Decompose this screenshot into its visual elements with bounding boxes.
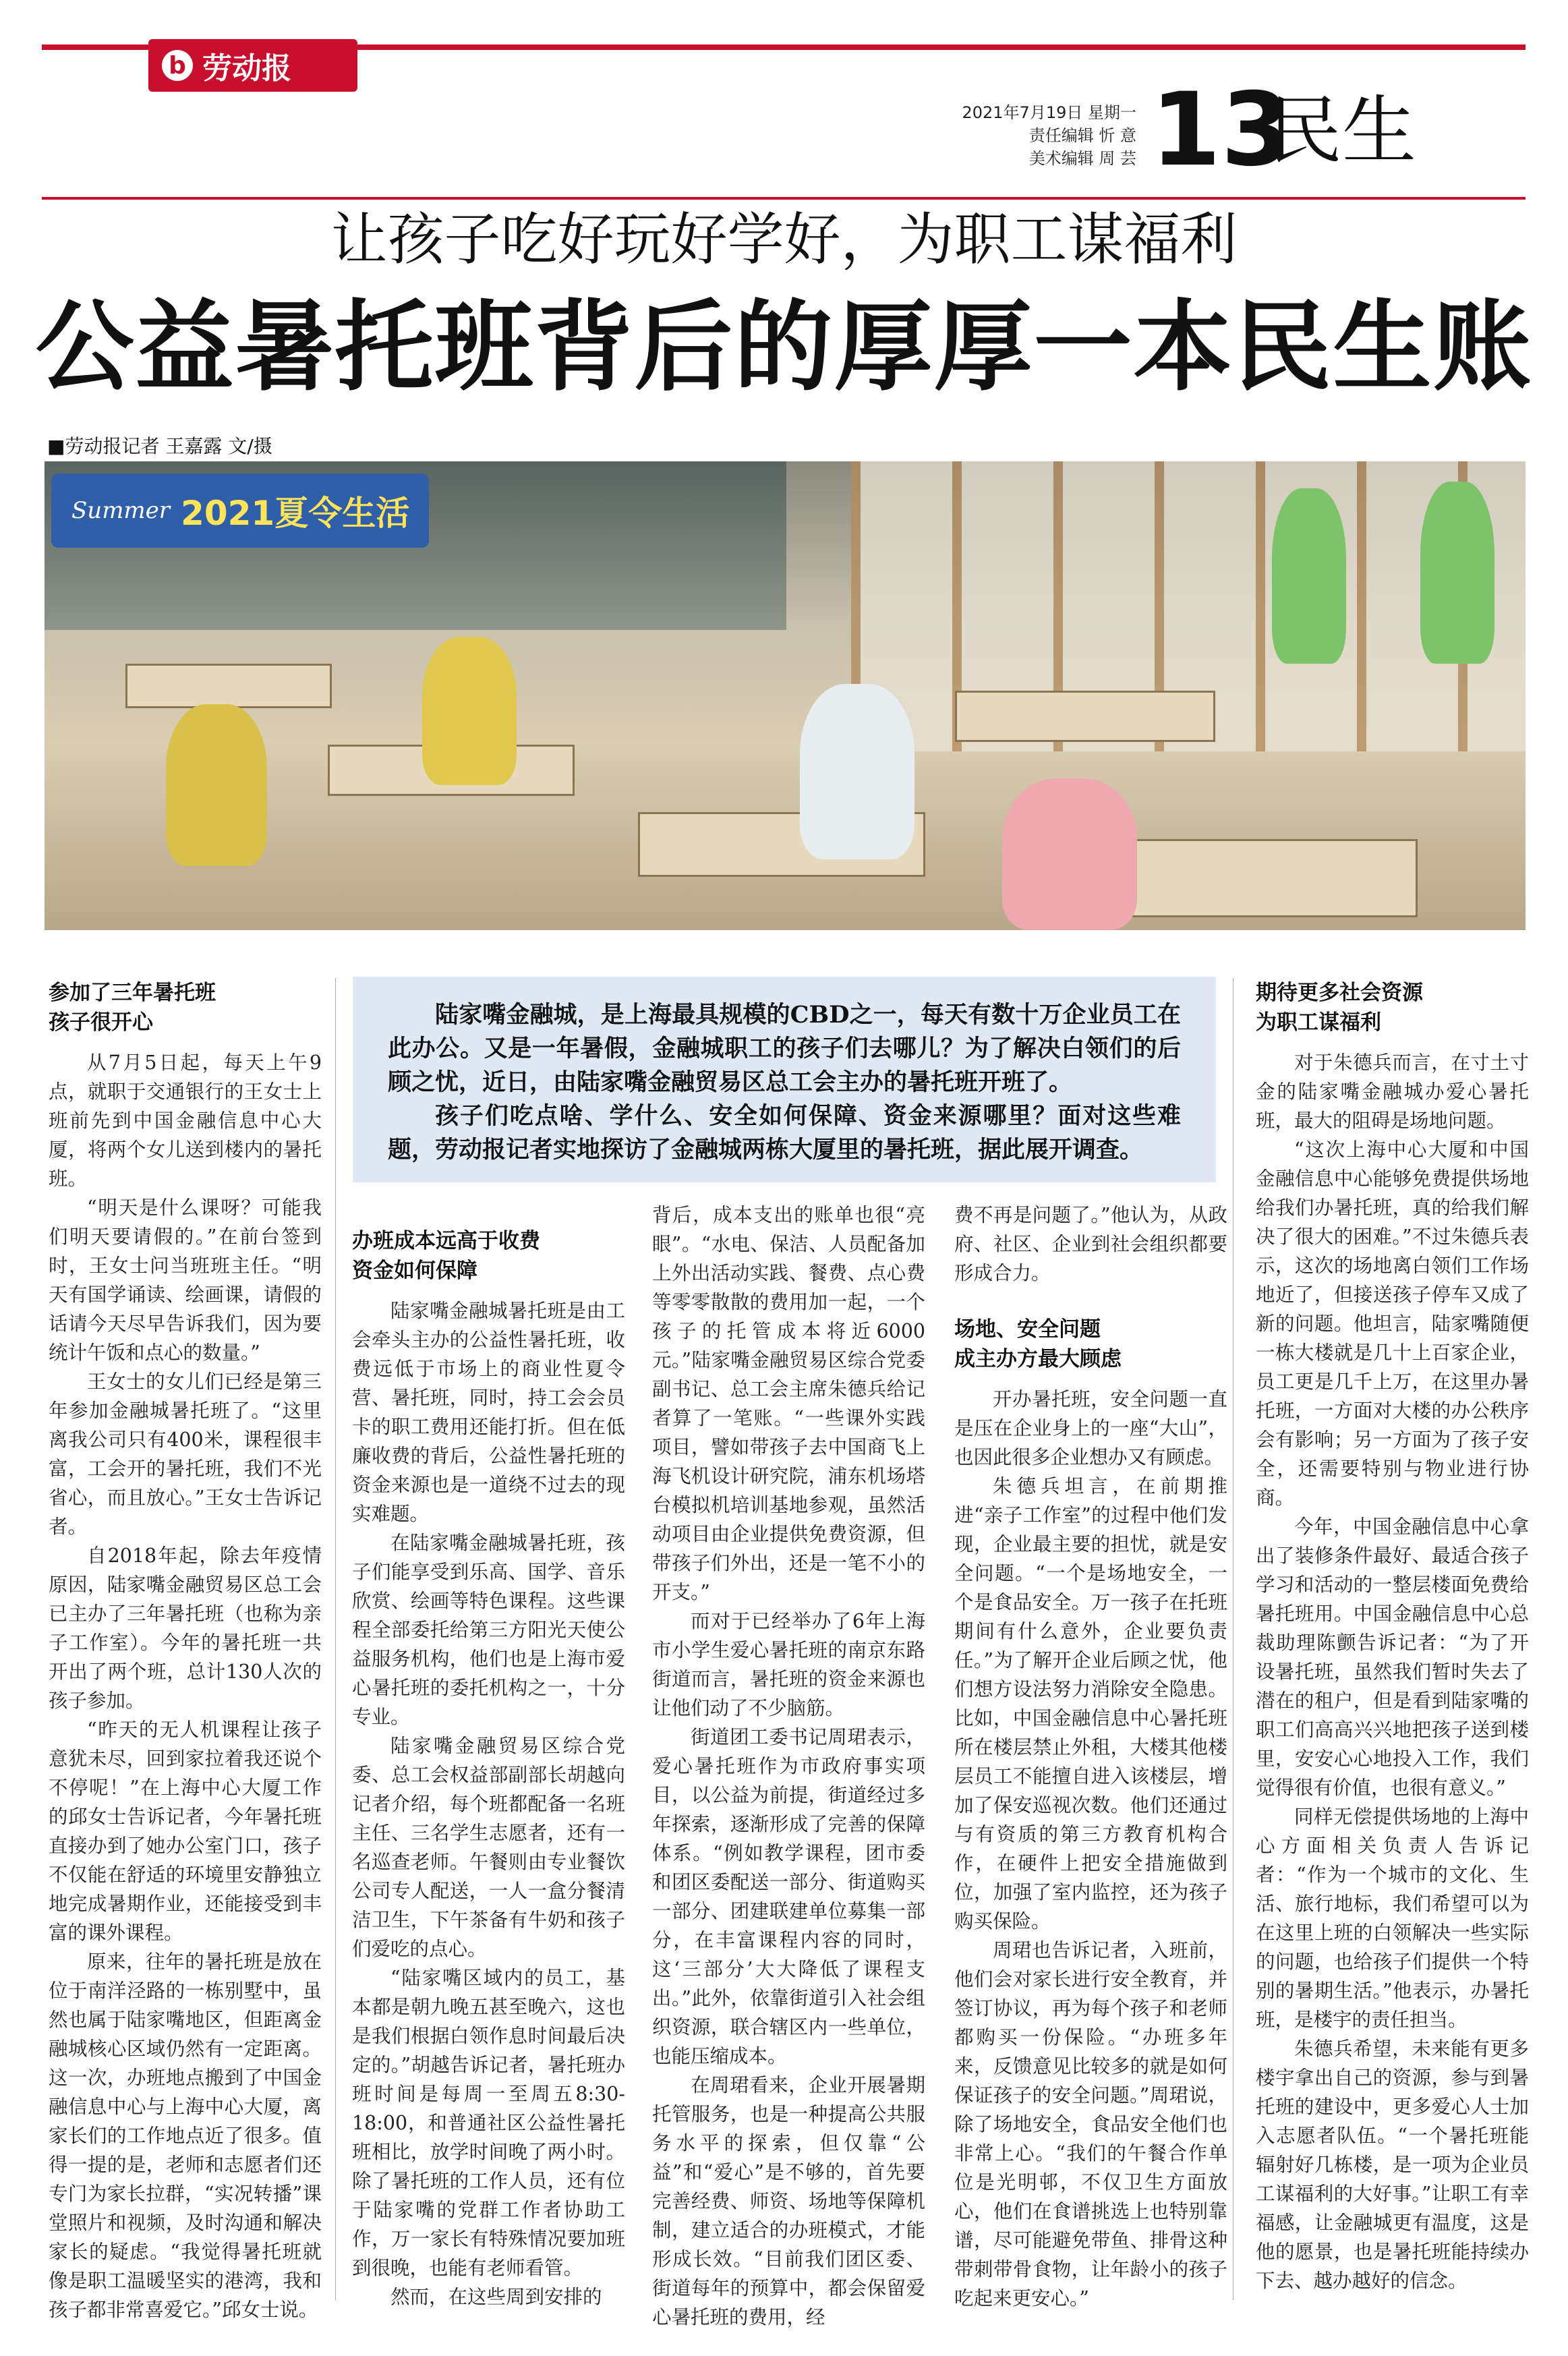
col3-paragraph: 在周珺看来，企业开展暑期托管服务，也是一种提高公共服务水平的探索，但仅靠“公益”和“爱心”是不够的，首先要完善经费、师资、场地等保障机制，建立适合的办班模式，才能形成长效。“目前我们团区委、街道每年的预算中，都会保留爱心暑托班的费用，经	[652, 2074, 925, 2328]
intro-paragraph: 孩子们吃点啥、学什么、安全如何保障、资金来源哪里？面对这些难题，劳动报记者实地探访了金融城两栋大厦里的暑托班，据此展开调查。	[388, 1102, 1181, 1163]
col2-paragraph: 在陆家嘴金融城暑托班，孩子们能享受到乐高、国学、音乐欣赏、绘画等特色课程。这些课程全部委托给第三方阳光天使公益服务机构，他们也是上海市爱心暑托班的委托机构之一，十分专业。	[352, 1532, 625, 1728]
col5-paragraph: 对于朱德兵而言，在寸土寸金的陆家嘴金融城办爱心暑托班，最大的阻碍是场地问题。	[1256, 1052, 1529, 1132]
col5-paragraph: 朱德兵希望，未来能有更多楼宇拿出自己的资源，参与到暑托班的建设中，更多爱心人士加入志愿者队伍。“一个暑托班能辐射好几栋楼，是一项为企业员工谋福利的大好事。”让职工有幸福感，让金融城更有温度，这是他的愿景，也是暑托班能持续办下去、越办越好的信念。	[1256, 2038, 1529, 2292]
col3-paragraph: 而对于已经举办了6年上海市小学生爱心暑托班的南京东路街道而言，暑托班的资金来源也让他们动了不少脑筋。	[652, 1610, 925, 1719]
col4-paragraph: 朱德兵坦言，在前期推进“亲子工作室”的过程中他们发现，企业最主要的担忧，就是安全问题。“一个是场地安全，一个是食品安全。万一孩子在托班期间有什么意外，企业要负责任。”为了解开企业后顾之忧，他们想方设法努力消除安全隐患。比如，中国金融信息中心暑托班所在楼层禁止外租，大楼其他楼层员工不能擅自进入该楼层，增加了保安巡视次数。他们还通过与有资质的第三方教育机构合作，在硬件上把安全措施做到位，加强了室内监控，还为孩子购买保险。	[954, 1475, 1227, 1932]
col5-paragraph: 同样无偿提供场地的上海中心方面相关负责人告诉记者：“作为一个城市的文化、生活、旅行地标，我们希望可以为在这里上班的白领解决一些实际的问题，也给孩子们提供一个特别的暑期生活。”他表示，办暑托班，是楼宇的责任担当。	[1256, 1806, 1529, 2031]
col1-paragraph: 王女士的女儿们已经是第三年参加金融城暑托班了。“这里离我公司只有400米，课程很丰富，工会开的暑托班，我们不光省心，而且放心。”王女士告诉记者。	[49, 1371, 322, 1538]
col5-paragraph: 今年，中国金融信息中心拿出了装修条件最好、最适合孩子学习和活动的一整层楼面免费给暑托班用。中国金融信息中心总裁助理陈颤告诉记者：“为了开设暑托班，虽然我们暂时失去了潜在的租户，但是看到陆家嘴的职工们高高兴兴地把孩子送到楼里，安安心心地投入工作，我们觉得很有价值，也很有意义。”	[1256, 1516, 1529, 1799]
col2-paragraph: 然而，在这些周到安排的	[390, 2286, 602, 2308]
date-line: 2021年7月19日 星期一	[962, 103, 1136, 122]
col3-paragraph: 街道团工委书记周珺表示，爱心暑托班作为市政府事实项目，以公益为前提，街道经过多年探索，逐渐形成了完善的保障体系。“例如教学课程，团市委和团区委配送一部分、街道购买一部分、团建联建单位募集一部分，在丰富课程内容的同时，这‘三部分’大大降低了课程支出。”此外，依靠街道引入社会组织资源，联合辖区内一些单位，也能压缩成本。	[652, 1726, 925, 2067]
intro-box	[353, 977, 1216, 1182]
page-number: 13	[1151, 71, 1291, 189]
summer-badge	[51, 473, 429, 548]
column-3	[652, 1201, 925, 2332]
page-meta	[962, 101, 1136, 170]
photo-teacher	[1272, 488, 1346, 664]
badge-script: Summer	[71, 497, 171, 524]
photo-child	[1002, 778, 1137, 930]
headline-subtitle: 让孩子吃好玩好学好，为职工谋福利	[330, 206, 1238, 272]
photo-child	[166, 704, 267, 866]
col1-paragraph: 原来，往年的暑托班是放在位于南洋泾路的一栋别墅中，虽然也属于陆家嘴地区，但距离金融城核心区域仍然有一定距离。这一次，办班地点搬到了中国金融信息中心与上海中心大厦，离家长们的工作地点近了很多。值得一提的是，老师和志愿者们还专门为家长拉群，“实况转播”课堂照片和视频，及时沟通和解决家长的疑虑。“我觉得暑托班就像是职工温暖坚实的港湾，我和孩子都非常喜爱它。”邱女士说。	[49, 1951, 322, 2321]
headline-title: 公益暑托班背后的厚厚一本民生账	[35, 289, 1533, 405]
column-2	[352, 1226, 625, 2311]
col2-paragraph: 陆家嘴金融贸易区综合党委、总工会权益部副部长胡越向记者介绍，每个班都配备一名班主任、三名学生志愿者，还有一名巡查老师。午餐则由专业餐饮公司专人配送，一人一盒分餐清洁卫生，下午茶备有牛奶和孩子们爱吃的点心。	[352, 1735, 625, 1960]
col5-paragraph: “这次上海中心大厦和中国金融信息中心能够免费提供场地给我们办暑托班，真的给我们解决了很大的困难。”不过朱德兵表示，这次的场地离白领们工作场地近了，但接送孩子停车又成了新的问题。他坦言，陆家嘴随便一栋大楼就是几十上百家企业，员工更是几千上万，在这里办暑托班，一方面对大楼的办公秩序会有影响；另一方面为了孩子安全，还需要特别与物业进行协商。	[1256, 1139, 1529, 1509]
col1-paragraph: 自2018年起，除去年疫情原因，陆家嘴金融贸易区总工会已主办了三年暑托班（也称为亲子工作室）。今年的暑托班一共开出了两个班，总计130人次的孩子参加。	[49, 1545, 322, 1712]
intro-paragraph: 陆家嘴金融城，是上海最具规模的CBD之一，每天有数十万企业员工在此办公。又是一年暑假，金融城职工的孩子们去哪儿？为了解决白领们的后顾之忧，近日，由陆家嘴金融贸易区总工会主办的暑托班开班了。	[388, 1001, 1181, 1096]
section-name: 民生	[1268, 88, 1416, 174]
col3-paragraph: 背后，成本支出的账单也很“亮眼”。“水电、保洁、人员配备加上外出活动实践、餐费、点心费等零零散散的费用加一起，一个孩子的托管成本将近6000元。”陆家嘴金融贸易区综合党委副书记、总工会主席朱德兵给记者算了一笔账。“一些课外实践项目，譬如带孩子去中国商飞上海飞机设计研究院，浦东机场塔台模拟机培训基地参观，虽然活动项目由企业提供免费资源，但带孩子们外出，还是一笔不小的开支。”	[652, 1204, 925, 1603]
col1-paragraph: “明天是什么课呀？可能我们明天要请假的。”在前台签到时，王女士问当班班主任。“明天有国学诵读、绘画课，请假的话请今天尽早告诉我们，因为要统计午饭和点心的数量。”	[49, 1197, 322, 1364]
art-editor-line: 美术编辑 周 芸	[1028, 149, 1136, 168]
photo-teacher	[1420, 482, 1494, 664]
col4-paragraph: 周珺也告诉记者，入班前，他们会对家长进行安全教育，并签订协议，再为每个孩子和老师都购买一份保险。“办班多年来，反馈意见比较多的就是如何保证孩子的安全问题。”周珺说，除了场地安全，食品安全他们也非常上心。“我们的午餐合作单位是光明邨，不仅卫生方面放心，他们在食谱挑选上也特别靠谱，尽可能避免带鱼、排骨这种带刺带骨食物，让年龄小的孩子吃起来更安心。”	[954, 1939, 1227, 2309]
classroom-photo	[45, 461, 1526, 930]
col4-paragraph: 开办暑托班，安全问题一直是压在企业身上的一座“大山”，也因此很多企业想办又有顾虑。	[954, 1388, 1227, 1468]
masthead-divider	[42, 197, 1526, 200]
column-1	[49, 978, 322, 2324]
col2-paragraph: “陆家嘴区域内的员工，基本都是朝九晚五甚至晚六，这也是我们根据白领作息时间最后决定的。”胡越告诉记者，暑托班办班时间是每周一至周五8:30-18:00，和普通社区公益性暑托班相比，放学时间晚了两小时。除了暑托班的工作人员，还有位于陆家嘴的党群工作者协助工作，万一家长有特殊情况要加班到很晚，也能有老师看管。	[352, 1967, 625, 2279]
photo-child	[422, 637, 517, 785]
badge-text: 2021夏令生活	[181, 494, 410, 533]
col2-heading: 办班成本远高于收费 资金如何保障	[352, 1229, 540, 1283]
paper-logo	[148, 39, 357, 92]
photo-child	[800, 684, 914, 859]
editor-line: 责任编辑 忻 意	[1028, 126, 1136, 145]
paper-name: 劳动报	[202, 51, 291, 86]
logo-mark-icon: b	[162, 50, 193, 81]
col4-heading: 场地、安全问题 成主办方最大顾虑	[954, 1317, 1122, 1371]
column-4	[954, 1201, 1227, 2313]
col4-paragraph: 费不再是问题了。”他认为，从政府、社区、企业到社会组织都要形成合力。	[954, 1204, 1227, 1284]
col2-paragraph: 陆家嘴金融城暑托班是由工会牵头主办的公益性暑托班，收费远低于市场上的商业性夏令营、暑托班，同时，持工会会员卡的职工费用还能打折。但在低廉收费的背后，公益性暑托班的资金来源也是一道绕不过去的现实难题。	[352, 1300, 625, 1525]
photo-desk	[955, 691, 1215, 742]
photo-desk	[125, 664, 332, 708]
byline: ■劳动报记者 王嘉露 文/摄	[47, 435, 272, 457]
col1-paragraph: “昨天的无人机课程让孩子意犹未尽，回到家拉着我还说个不停呢！”在上海中心大厦工作的邱女士告诉记者，今年暑托班直接办到了她办公室门口，孩子不仅能在舒适的环境里安静独立地完成暑期作业，还能接受到丰富的课外课程。	[49, 1719, 322, 1944]
col4-spacer	[954, 1288, 1227, 1315]
photo-desk	[1090, 839, 1418, 917]
col1-heading: 参加了三年暑托班 孩子很开心	[49, 981, 216, 1035]
col1-paragraph: 从7月5日起，每天上午9点，就职于交通银行的王女士上班前先到中国金融信息中心大厦，将两个女儿送到楼内的暑托班。	[49, 1052, 322, 1190]
column-5	[1256, 978, 1529, 2295]
col5-heading: 期待更多社会资源 为职工谋福利	[1256, 981, 1423, 1035]
column-divider	[335, 978, 336, 2300]
